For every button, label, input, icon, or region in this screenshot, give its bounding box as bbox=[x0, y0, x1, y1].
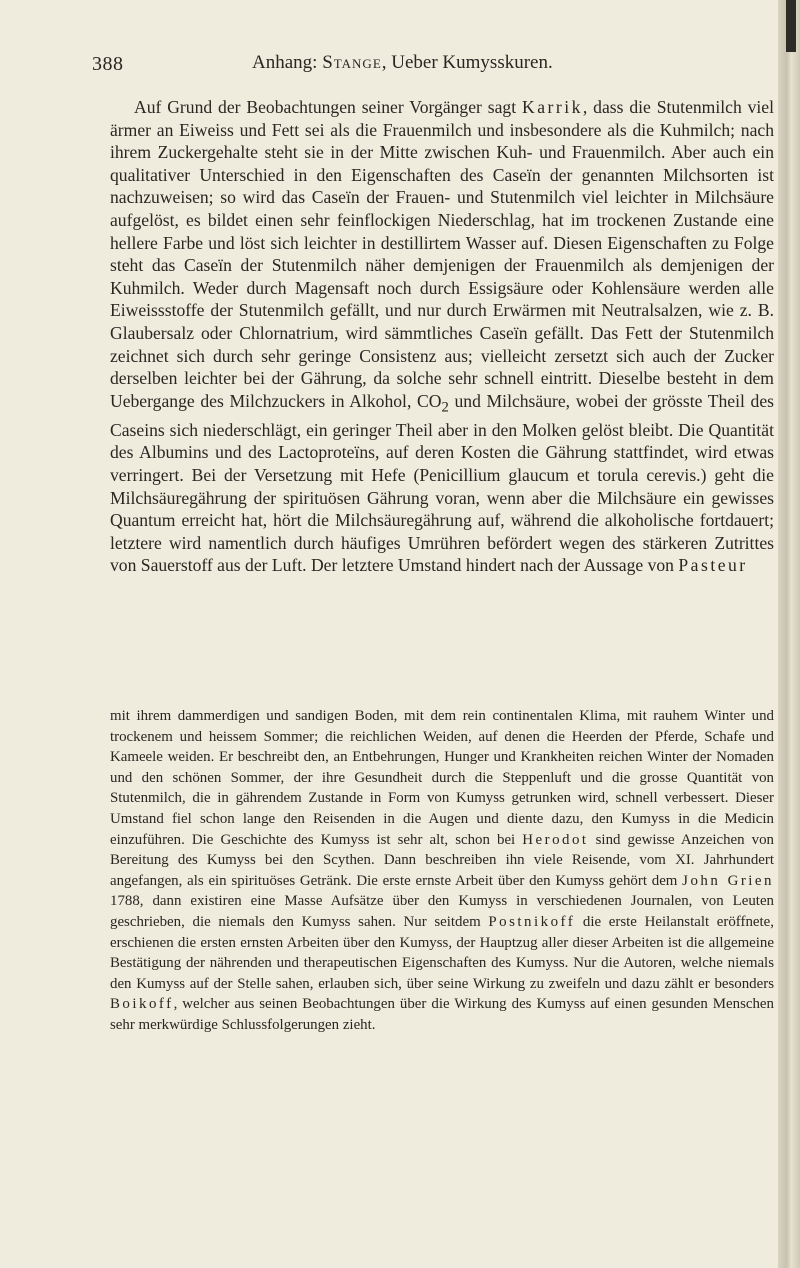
text-segment: mit ihrem dammerdigen und sandigen Boden, mit dem rein continentalen Klima, mit rauhem Winter und trockenem und heissem Sommer; die reichlichen Weiden, auf denen die Heerden der Pferde, Schafe und Kameele weiden. Er beschreibt den, an Entbehrungen, Hunger und Krankheiten reichen Winter der Nomaden und den schönen Sommer, der ihre Gesundheit durch die Steppenluft und die grosse Quantität von Stutenmilch, die in gährendem Zustande in Form von Kumyss getrunken wird, schnell verbessert. Dieser Umstand fiel schon lange den Reisenden in die Augen und diente dazu, den Kumyss in die Medicin einzuführen. Die Geschichte des Kumyss ist sehr alt, schon bei bbox=[110, 708, 774, 848]
text-segment: die erste Heilanstalt eröffnete, erschienen die ersten ernsten Arbeiten über den Kumyss, der Hauptzug aller dieser Arbeiten ist die allgemeine Bestätigung der nährenden und therapeutischen Eigenschaften des Kumyss. Nur die Autoren, welche niemals den Kumyss auf der Stelle sahen, erlauben sich, über seine Wirkung zu zweifeln und dazu zählt er besonders bbox=[110, 913, 774, 992]
text-segment: , dass die Stutenmilch viel ärmer an Eiweiss und Fett sei als die Frauenmilch und insbesondere als die Kuhmilch; nach ihrem Zuckergehalte steht sie in der Mitte zwischen Kuh- und Frauenmilch. Aber auch ein qualitativer Unterschied in den Eigenschaften des Caseïn der genannten Milchsorten ist nachzuweisen; so wird das Caseïn der Frauen- und Stutenmilch viel leichter in Milchsäure aufgelöst, es bildet einen sehr feinflockigen Niederschlag, hat im trockenen Zustande eine hellere Farbe und löst sich leichter in destillirtem Wasser auf. Diesen Eigenschaften zu Folge steht das Caseïn der Stutenmilch näher demjenigen der Frauenmilch als demjenigen der Kuhmilch. Weder durch Magensaft noch durch Essigsäure oder Kohlensäure werden alle Eiweissstoffe der Stutenmilch gefällt, und nur durch Erwärmen mit Neutralsalzen, wie z. B. Glaubersalz oder Chlornatrium, wird sämmtliches Caseïn gefällt. Das Fett der Stutenmilch zeichnet sich durch sehr geringe Consistenz aus; vielleicht zersetzt sich auch der Zucker derselben leichter bei der Gährung, da solche sehr schnell eintritt. Dieselbe besteht in dem Uebergange des Milchzuckers in Alkohol, CO bbox=[110, 97, 774, 411]
text-segment: sind gewisse Anzeichen von Bereitung des Kumyss bei den Scythen. Dann beschreiben ihn viele Reisende, vom XI. Jahrhundert angefangen, als ein spirituöses Getränk. Die erste ernste Arbeit über den Kumyss gehört dem bbox=[110, 831, 774, 889]
author-name-herodot: Herodot bbox=[522, 831, 589, 848]
author-name-pasteur: Pasteur bbox=[678, 555, 748, 576]
footnote-paragraph bbox=[110, 706, 774, 1036]
text-segment: 1788, dann existiren eine Masse Aufsätze über den Kumyss in verschiedenen Journalen, von Leuten geschrieben, die niemals den Kumyss sahen. Nur seitdem bbox=[110, 893, 774, 930]
author-name-grien: John Grien bbox=[682, 872, 774, 889]
author-name-boikoff: Boikoff bbox=[110, 996, 174, 1013]
running-head bbox=[252, 52, 553, 74]
text-segment: , welcher aus seinen Beobachtungen über die Wirkung des Kumyss auf einen gesunden Menschen sehr merkwürdige Schlussfolgerungen zieht. bbox=[110, 996, 774, 1033]
text-segment: Auf Grund der Beobachtungen seiner Vorgänger sagt bbox=[134, 97, 522, 117]
author-name-karrik: Karrik bbox=[521, 97, 583, 117]
running-head-prefix: Anhang: bbox=[252, 52, 323, 73]
running-head-suffix: , Ueber Kumysskuren. bbox=[381, 52, 553, 73]
subscript: 2 bbox=[441, 399, 449, 416]
running-head-author: Stange bbox=[322, 52, 382, 73]
text-segment: und Milchsäure, wobei der grösste Theil des Caseins sich niederschlägt, ein geringer Theil aber in den Molken gelöst bleibt. Die Quantität des Albumins und des Lactoproteïns, auf deren Kosten die Gährung stattfindet, wird etwas verringert. Bei der Versetzung mit Hefe (Penicillium glaucum et torula cerevis.) geht die Milchsäuregährung der spirituösen Gährung voran, wenn aber die Milchsäure ein gewisses Quantum erreicht hat, hört die Milchsäuregährung auf, während die alkoholische fortdauert; letztere wird namentlich durch häufiges Umrühren befördert wegen des stärkeren Zutrittes von Sauerstoff aus der Luft. Der letztere Umstand hindert nach der Aussage von bbox=[110, 390, 775, 576]
author-name-postnikoff: Postnikoff bbox=[488, 913, 576, 930]
main-paragraph bbox=[110, 96, 774, 577]
page-edge bbox=[778, 0, 800, 1268]
page-header bbox=[92, 50, 782, 76]
page-number: 388 bbox=[92, 53, 124, 75]
footnote bbox=[110, 706, 774, 1036]
main-text bbox=[110, 96, 774, 577]
page-edge-mark bbox=[786, 0, 796, 52]
